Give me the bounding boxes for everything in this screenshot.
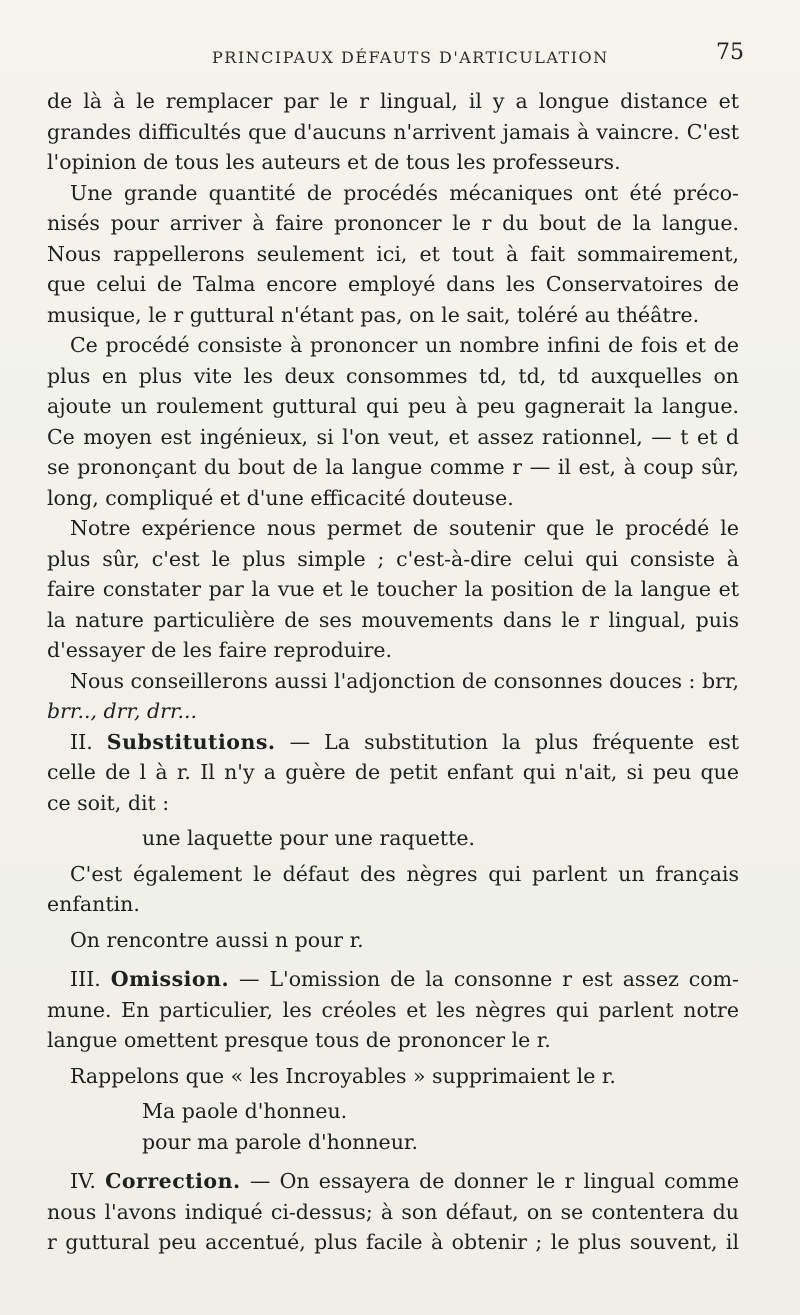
text-line: Ce procédé consiste à prononcer un nombre infini de fois et de (70, 333, 739, 357)
text-line: nisés pour arriver à faire prononcer le r du bout de la langue. (47, 211, 739, 235)
section-title: Omission. (110, 967, 230, 991)
text-line: brr.., drr, drr... (47, 699, 198, 723)
page-body (47, 86, 739, 1258)
page-number: 75 (716, 40, 744, 65)
running-head: PRINCIPAUX DÉFAUTS D'ARTICULATION (212, 48, 609, 67)
text-line: musique, le r guttural n'étant pas, on le sait, toléré au théâtre. (47, 302, 700, 327)
text-line: Rappelons que « les Incroyables » supprimaient le r. (70, 1063, 616, 1088)
example-line: pour ma parole d'honneur. (142, 1129, 418, 1154)
section-heading-line (47, 1166, 739, 1197)
paragraph-2 (47, 178, 739, 331)
text-line: que celui de Talma encore employé dans les Conservatoires de (47, 272, 739, 296)
text-line: la nature particulière de ses mouvements dans le r lingual, puis (47, 607, 739, 632)
text-line: celle de l à r. Il n'y a guère de petit enfant qui n'ait, si peu que (47, 760, 739, 784)
text-line: enfantin. (47, 892, 140, 916)
text-line: Notre expérience nous permet de soutenir que le procédé le (70, 516, 739, 540)
text-line: Ce moyen est ingénieux, si l'on veut, et assez rationnel, — t et d (47, 424, 739, 449)
text-line: On rencontre aussi n pour r. (70, 927, 364, 952)
text-line: se prononçant du bout de la langue comme r — il est, à coup sûr, (47, 455, 739, 479)
section-heading-line (47, 727, 739, 758)
text-line: langue omettent presque tous de prononcer le r. (47, 1028, 551, 1052)
example-line: une laquette pour une raquette. (142, 826, 476, 850)
section-omission (47, 964, 739, 1157)
text-line: ajoute un roulement guttural qui peu à peu gagnerait la langue. (47, 394, 739, 418)
page-header (0, 38, 800, 74)
text-run: — On essayera de donner le r lingual comme (249, 1169, 739, 1193)
text-line: long, compliqué et d'une efficacité douteuse. (47, 485, 514, 510)
text-line: d'essayer de les faire reproduire. (47, 638, 393, 662)
section-substitutions (47, 727, 739, 956)
paragraph-4 (47, 513, 739, 666)
text-line: de là à le remplacer par le r lingual, il y a longue distance et (47, 89, 739, 113)
section-correction (47, 1166, 739, 1258)
paragraph-1 (47, 86, 739, 178)
section-number: III. (70, 967, 101, 991)
text-line: Une grande quantité de procédés mécaniques ont été préco- (70, 180, 739, 205)
section-heading-line (47, 964, 739, 995)
text-line: faire constater par la vue et le toucher la position de la langue et (47, 577, 739, 601)
text-run: — La substitution la plus fréquente est (289, 729, 739, 754)
text-line: ce soit, dit : (47, 790, 170, 815)
text-line: l'opinion de tous les auteurs et de tous les professeurs. (47, 150, 621, 174)
text-line: nous l'avons indiqué ci-dessus; à son défaut, on se contentera du (47, 1199, 739, 1224)
text-line: mune. En particulier, les créoles et les nègres qui parlent notre (47, 997, 739, 1022)
section-title: Correction. (105, 1169, 241, 1193)
text-line: plus en plus vite les deux consommes td, td, td auxquelles on (47, 363, 739, 388)
text-line: C'est également le défaut des nègres qui parlent un français (70, 861, 739, 886)
text-line: Nous conseillerons aussi l'adjonction de consonnes douces : brr, (70, 668, 739, 693)
section-title: Substitutions. (106, 729, 276, 754)
example-line: Ma paole d'honneu. (142, 1099, 348, 1123)
text-line: grandes difficultés que d'aucuns n'arrivent jamais à vaincre. C'est (47, 119, 739, 144)
text-line: Nous rappellerons seulement ici, et tout à fait sommairement, (47, 241, 739, 266)
section-number: IV. (70, 1169, 96, 1193)
paragraph-5 (47, 666, 739, 727)
section-number: II. (70, 729, 93, 754)
text-line: plus sûr, c'est le plus simple ; c'est-à-dire celui qui consiste à (47, 546, 739, 571)
paragraph-3 (47, 330, 739, 513)
text-line: r guttural peu accentué, plus facile à obtenir ; le plus souvent, il (47, 1230, 739, 1254)
text-run: — L'omission de la consonne r est assez com- (239, 967, 739, 991)
